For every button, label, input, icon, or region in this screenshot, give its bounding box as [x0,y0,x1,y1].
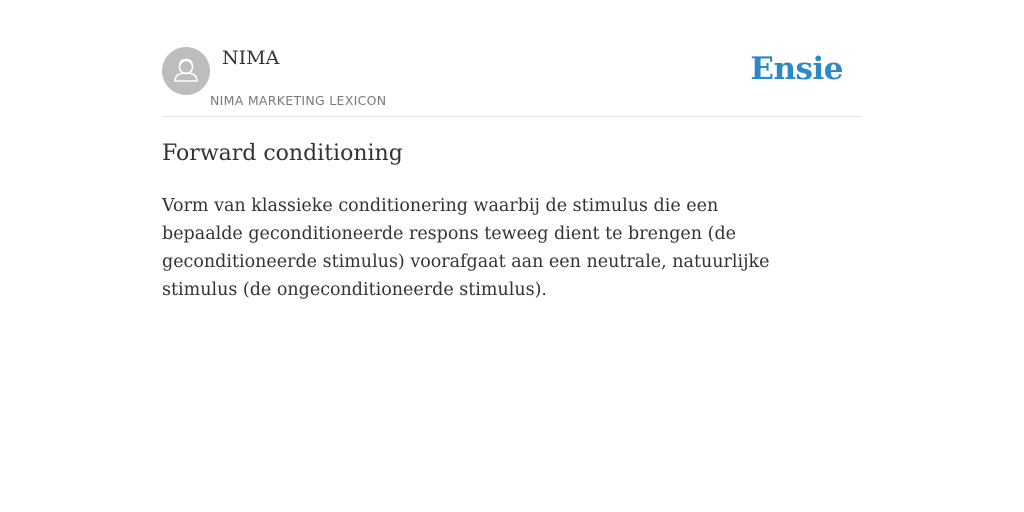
entry-header [162,44,862,117]
user-icon [162,47,210,95]
brand-logo[interactable]: Ensie [750,51,843,87]
entry-definition: Vorm van klassieke conditionering waarbij de stimulus die een bepaalde geconditioneerde respons teweeg dient te brengen (de geconditioneerde stimulus) voorafgaat aan een neutrale, natuurlijke stimulus (de ongeconditioneerde stimulus). [162,196,770,300]
author-avatar[interactable] [162,47,210,95]
entry-title: Forward conditioning [162,141,403,166]
author-name[interactable]: NIMA [222,47,280,69]
source-name[interactable]: NIMA MARKETING LEXICON [210,93,387,108]
